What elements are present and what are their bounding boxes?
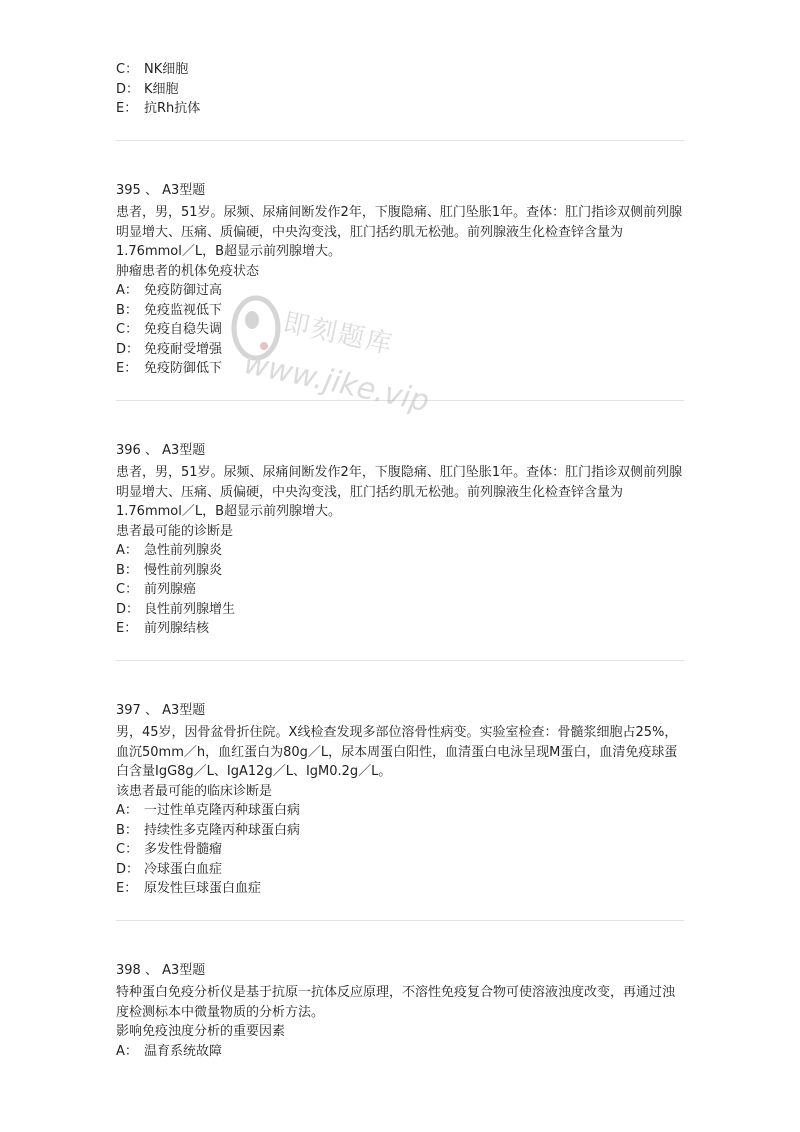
option-text: 免疫防御过高 [144,283,223,298]
option-c [116,60,686,80]
option-a [116,541,686,561]
watermark-name: 即刻题库 [280,307,397,361]
option-key: D： [116,861,140,877]
option-key: B： [116,822,138,838]
option-key: A： [116,543,138,558]
option-a [116,281,686,301]
question-395 [116,181,686,379]
option-text: K细胞 [144,81,179,97]
option-b [116,821,686,841]
option-text: 免疫监视低下 [144,302,223,318]
option-text: 原发性巨球蛋白血症 [144,881,262,896]
option-text: 抗Rh抗体 [144,101,201,116]
option-d [116,340,686,360]
option-text: 慢性前列腺炎 [144,562,223,578]
option-key: D： [116,81,140,97]
option-text: 冷球蛋白血症 [144,861,223,877]
option-key: D： [116,341,140,357]
question-prompt: 患者最可能的诊断是 [116,523,234,539]
question-398 [116,961,686,1062]
option-c [116,320,686,340]
option-key: D： [116,601,140,617]
divider [116,920,684,921]
option-text: NK细胞 [144,62,189,77]
option-text: 免疫耐受增强 [144,341,223,357]
question-header: 395 、 A3型题 [116,182,206,198]
option-e [116,879,686,899]
option-key: A： [116,283,138,298]
question-header: 396 、 A3型题 [116,442,206,458]
option-d [116,860,686,880]
option-key: E： [116,361,138,376]
question-header: 398 、 A3型题 [116,962,206,978]
option-text: 持续性多克隆丙种球蛋白病 [144,822,301,838]
question-397 [116,701,686,899]
option-text: 良性前列腺增生 [144,601,236,617]
option-e [116,359,686,379]
option-text: 免疫防御低下 [144,361,223,376]
option-text: 前列腺结核 [144,621,210,636]
option-key: C： [116,322,139,337]
question-stem: 特种蛋白免疫分析仪是基于抗原一抗体反应原理，不溶性免疫复合物可使溶液浊度改变，再通过浊度检测标本中微量物质的分析方法。 [116,985,676,1020]
option-e [116,99,686,119]
divider [116,400,684,401]
option-text: 一过性单克隆丙种球蛋白病 [144,803,301,818]
question-396 [116,441,686,639]
option-key: E： [116,101,138,116]
divider [116,140,684,141]
option-key: C： [116,62,139,77]
option-c [116,580,686,600]
document-page [116,60,686,1061]
question-stem: 男，45岁，因骨盆骨折住院。X线检查发现多部位溶骨性病变。实验室检查：骨髓浆细胞占25%，血沉50mm／h，血红蛋白为80g／L，尿本周蛋白阳性，血清蛋白电泳呈现M蛋白，血清免疫球蛋白含量IgG8g／L、IgA12g／L、IgM0.2g／L。 [116,725,678,779]
previous-question-options [116,60,686,119]
option-b [116,561,686,581]
option-text: 温育系统故障 [144,1043,223,1059]
question-header: 397 、 A3型题 [116,702,206,718]
option-e [116,619,686,639]
option-key: E： [116,621,138,636]
option-key: C： [116,842,139,857]
question-prompt: 肿瘤患者的机体免疫状态 [116,263,260,279]
option-key: B： [116,302,138,318]
option-d [116,80,686,100]
option-b [116,301,686,321]
option-text: 多发性骨髓瘤 [144,842,223,857]
question-stem: 患者，男，51岁。尿频、尿痛间断发作2年，下腹隐痛、肛门坠胀1年。查体：肛门指诊双侧前列腺明显增大、压痛、质偏硬，中央沟变浅，肛门括约肌无松弛。前列腺液生化检查锌含量为1.76mmol／L，B超显示前列腺增大。 [116,465,683,519]
question-stem: 患者，男，51岁。尿频、尿痛间断发作2年，下腹隐痛、肛门坠胀1年。查体：肛门指诊双侧前列腺明显增大、压痛、质偏硬，中央沟变浅，肛门括约肌无松弛。前列腺液生化检查锌含量为1.76mmol／L，B超显示前列腺增大。 [116,205,683,259]
option-key: C： [116,582,139,597]
option-text: 急性前列腺炎 [144,543,223,558]
watermark-url: www.jike.vip [240,346,433,420]
option-key: A： [116,803,138,818]
option-text: 前列腺癌 [144,582,197,597]
question-prompt: 该患者最可能的临床诊断是 [116,783,273,799]
option-key: B： [116,562,138,578]
option-a [116,801,686,821]
option-key: E： [116,881,138,896]
question-prompt: 影响免疫浊度分析的重要因素 [116,1024,286,1039]
option-text: 免疫自稳失调 [144,322,223,337]
divider [116,660,684,661]
option-key: A： [116,1043,138,1059]
option-d [116,600,686,620]
option-c [116,840,686,860]
option-a [116,1042,686,1062]
